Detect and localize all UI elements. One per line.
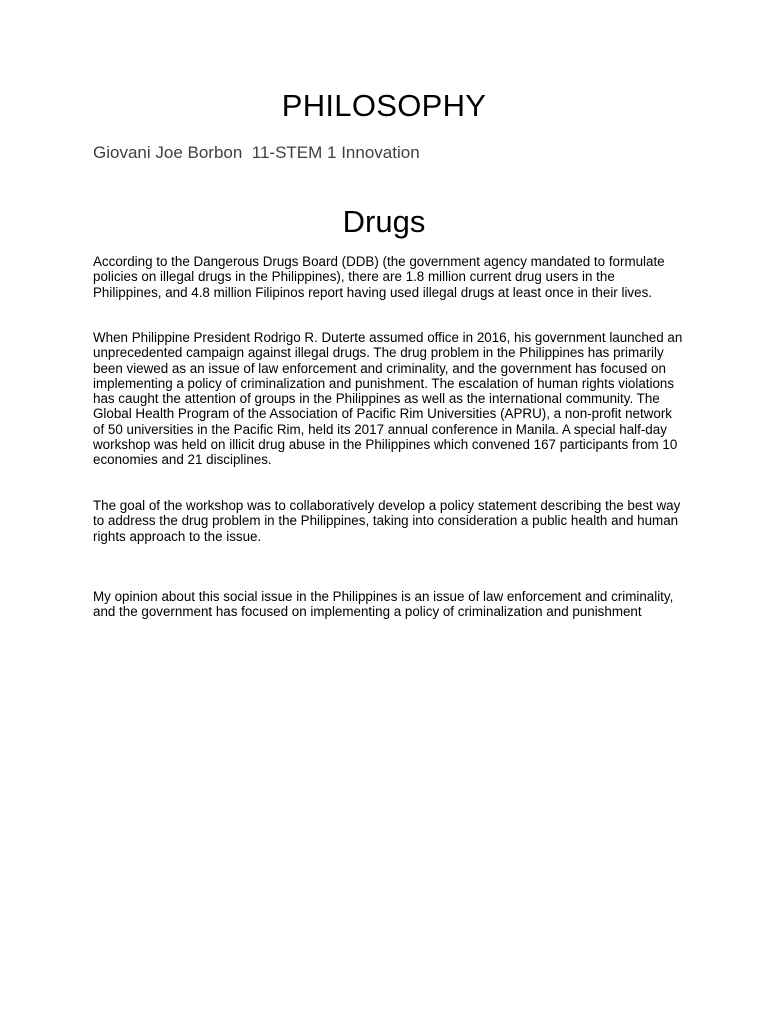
paragraph-workshop-goal: The goal of the workshop was to collaboratively develop a policy statement describing the best way to address the drug problem in the Philippines, taking into consideration a public health and human rights approach to the issue. xyxy=(93,498,681,544)
section-heading: Drugs xyxy=(342,204,426,239)
paragraph-duterte-campaign: When Philippine President Rodrigo R. Duterte assumed office in 2016, his government launched an unprecedented campaign against illegal drugs. The drug problem in the Philippines has primarily been viewed as an issue of law enforcement and criminality, and the government has focused on implementing a policy of criminalization and punishment. The escalation of human rights violations has caught the attention of groups in the Philippines as well as the international community. The Global Health Program of the Association of Pacific Rim Universities (APRU), a non-profit network of 50 universities in the Pacific Rim, held its 2017 annual conference in Manila. A special half-day workshop was held on illicit drug abuse in the Philippines which convened 167 participants from 10 economies and 21 disciplines. xyxy=(93,330,683,468)
author-line: Giovani Joe Borbon 11-STEM 1 Innovation xyxy=(93,143,420,162)
document-title: PHILOSOPHY xyxy=(281,88,487,123)
paragraph-opinion: My opinion about this social issue in the Philippines is an issue of law enforcement and criminality, and the government has focused on implementing a policy of criminalization and punishment xyxy=(93,589,674,620)
paragraph-ddb-statistics: According to the Dangerous Drugs Board (DDB) (the government agency mandated to formulate policies on illegal drugs in the Philippines), there are 1.8 million current drug users in the Philippines, and 4.8 million Filipinos report having used illegal drugs at least once in their lives. xyxy=(93,254,665,300)
